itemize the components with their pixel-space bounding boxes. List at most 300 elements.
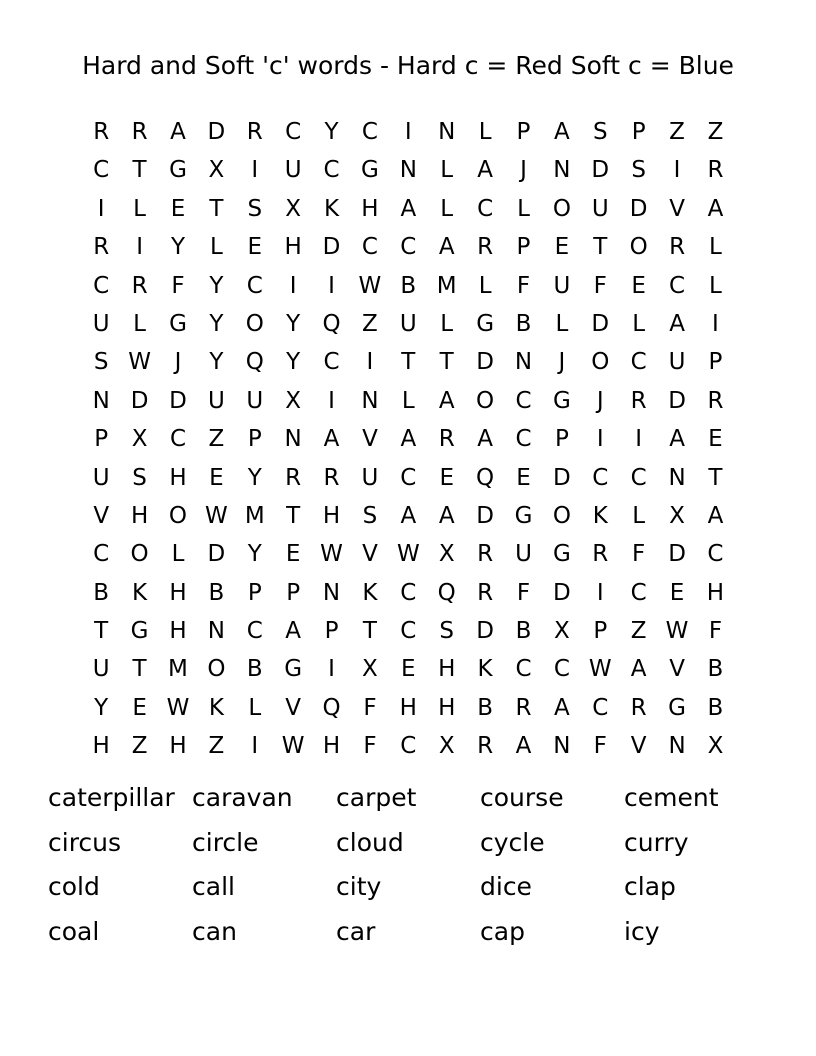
word-list-item: icy	[624, 916, 660, 946]
grid-letter: C	[93, 272, 110, 299]
grid-letter: C	[515, 656, 532, 683]
grid-letter: L	[478, 119, 492, 145]
grid-letter: I	[97, 195, 105, 222]
word-list-row	[48, 914, 768, 959]
grid-letter: E	[132, 694, 147, 721]
grid-letter: E	[669, 579, 685, 606]
grid-letter: F	[171, 272, 185, 299]
grid-letter: Y	[209, 272, 224, 299]
grid-letter: P	[593, 618, 608, 645]
grid-letter: X	[438, 733, 455, 760]
grid-letter: F	[516, 579, 531, 606]
grid-letter: Y	[170, 234, 185, 261]
grid-letter: R	[131, 119, 148, 145]
grid-letter: N	[668, 733, 686, 760]
word-list-item: circus	[48, 827, 122, 857]
grid-letter: T	[401, 349, 416, 376]
grid-letter: A	[438, 502, 455, 529]
grid-letter: H	[169, 733, 187, 760]
grid-letter: A	[554, 119, 570, 145]
grid-letter: I	[251, 157, 259, 184]
grid-letter: B	[515, 310, 532, 337]
grid-letter: B	[515, 618, 532, 645]
grid-letter: S	[592, 119, 608, 145]
grid-row	[82, 727, 736, 765]
grid-letter: A	[400, 426, 417, 453]
grid-letter: X	[707, 733, 724, 760]
grid-letter: F	[708, 618, 723, 645]
grid-letter: G	[284, 656, 303, 683]
grid-letter: N	[92, 387, 110, 414]
grid-letter: Z	[362, 310, 378, 337]
grid-letter: X	[362, 656, 378, 683]
grid-letter: C	[361, 119, 378, 145]
grid-letter: D	[553, 464, 571, 491]
word-list-item: caravan	[192, 783, 293, 812]
grid-letter: I	[328, 387, 335, 414]
grid-letter: L	[133, 195, 146, 222]
grid-letter: D	[169, 387, 187, 414]
grid-letter: H	[399, 694, 417, 721]
letter-grid	[82, 113, 736, 766]
word-list-item: clap	[624, 872, 676, 901]
grid-letter: A	[285, 618, 302, 645]
grid-letter: V	[669, 195, 685, 222]
grid-letter: W	[281, 733, 305, 760]
grid-letter: P	[708, 349, 723, 376]
grid-letter: E	[285, 541, 301, 568]
grid-letter: R	[131, 272, 148, 299]
grid-letter: Q	[322, 694, 341, 721]
grid-letter: L	[478, 272, 492, 299]
grid-letter: C	[669, 272, 686, 299]
grid-row	[82, 382, 736, 420]
grid-letter: J	[558, 349, 566, 376]
grid-letter: Y	[247, 541, 262, 568]
grid-letter: C	[400, 234, 417, 261]
grid-letter: E	[170, 195, 186, 222]
grid-letter: A	[170, 119, 186, 145]
word-list-item: circle	[192, 827, 259, 857]
grid-letter: A	[515, 733, 532, 760]
grid-row	[82, 190, 736, 228]
grid-letter: W	[204, 502, 228, 529]
grid-letter: R	[323, 464, 340, 491]
grid-letter: Q	[437, 579, 456, 606]
grid-letter: C	[553, 656, 570, 683]
grid-letter: F	[516, 272, 531, 299]
grid-letter: U	[92, 310, 110, 337]
grid-row	[82, 459, 736, 497]
grid-letter: C	[477, 195, 494, 222]
word-list-item: can	[192, 916, 237, 946]
grid-letter: H	[169, 464, 187, 491]
grid-letter: K	[477, 656, 493, 683]
grid-letter: L	[401, 387, 415, 414]
grid-letter: U	[92, 464, 110, 491]
grid-letter: X	[208, 157, 225, 184]
page-title: Hard and Soft 'c' words - Hard c = Red Soft c = Blue	[82, 51, 734, 80]
grid-letter: G	[169, 157, 187, 184]
grid-letter: I	[635, 426, 643, 453]
grid-letter: S	[439, 618, 455, 645]
grid-letter: S	[631, 157, 646, 184]
grid-letter: Z	[630, 618, 647, 645]
word-list-item: dice	[480, 872, 532, 901]
grid-letter: D	[476, 618, 494, 645]
word-list-item: cloud	[336, 827, 404, 857]
word-list-item: course	[480, 783, 564, 812]
grid-letter: T	[286, 502, 301, 529]
grid-letter: T	[132, 656, 147, 683]
grid-letter: F	[363, 694, 377, 721]
grid-letter: O	[207, 656, 226, 683]
grid-letter: L	[171, 541, 185, 568]
grid-letter: A	[400, 502, 417, 529]
grid-letter: L	[632, 310, 646, 337]
grid-letter: X	[438, 541, 455, 568]
grid-letter: N	[361, 387, 379, 414]
grid-letter: V	[285, 694, 302, 721]
grid-letter: N	[438, 119, 456, 145]
grid-letter: U	[284, 157, 302, 184]
grid-letter: A	[323, 426, 340, 453]
grid-letter: I	[366, 349, 374, 376]
grid-letter: A	[477, 426, 493, 453]
grid-letter: P	[631, 119, 646, 145]
word-list-item: call	[192, 872, 235, 901]
grid-letter: N	[553, 157, 571, 184]
grid-row	[82, 343, 736, 381]
grid-letter: D	[553, 579, 571, 606]
grid-letter: G	[476, 310, 495, 337]
grid-letter: U	[399, 310, 417, 337]
grid-letter: I	[596, 579, 604, 606]
grid-row	[82, 574, 736, 612]
grid-letter: L	[517, 195, 530, 222]
grid-letter: D	[668, 387, 686, 414]
grid-letter: K	[592, 502, 608, 529]
grid-letter: S	[132, 464, 147, 491]
grid-letter: C	[707, 541, 724, 568]
grid-letter: N	[668, 464, 686, 491]
grid-letter: X	[131, 426, 148, 453]
grid-letter: G	[130, 618, 149, 645]
grid-letter: F	[363, 733, 377, 760]
grid-letter: F	[593, 272, 607, 299]
grid-letter: X	[285, 195, 302, 222]
grid-letter: W	[665, 618, 689, 645]
grid-letter: Z	[707, 119, 724, 145]
grid-letter: Y	[94, 694, 109, 721]
grid-letter: E	[516, 464, 531, 491]
grid-letter: G	[169, 310, 187, 337]
grid-letter: W	[358, 272, 382, 299]
grid-letter: O	[245, 310, 264, 337]
grid-letter: Y	[247, 464, 262, 491]
word-list-item: carpet	[336, 783, 417, 812]
grid-letter: C	[361, 234, 378, 261]
grid-letter: L	[440, 195, 454, 222]
grid-letter: I	[251, 733, 259, 760]
grid-letter: N	[284, 426, 302, 453]
grid-letter: P	[247, 426, 262, 453]
grid-letter: X	[669, 502, 685, 529]
grid-letter: C	[630, 579, 647, 606]
grid-row	[82, 228, 736, 266]
word-list-row	[48, 869, 768, 914]
grid-row	[82, 535, 736, 573]
grid-letter: R	[477, 733, 494, 760]
grid-letter: C	[400, 733, 417, 760]
grid-letter: A	[669, 426, 685, 453]
grid-letter: W	[396, 541, 420, 568]
grid-letter: H	[438, 656, 456, 683]
grid-letter: G	[552, 541, 571, 568]
grid-row	[82, 689, 736, 727]
grid-letter: E	[401, 656, 416, 683]
grid-letter: O	[552, 502, 571, 529]
grid-letter: T	[593, 234, 608, 261]
grid-letter: P	[516, 119, 531, 145]
grid-letter: G	[668, 694, 686, 721]
grid-letter: R	[515, 694, 532, 721]
grid-letter: V	[93, 502, 110, 529]
grid-row	[82, 305, 736, 343]
grid-letter: L	[209, 234, 223, 261]
grid-letter: W	[166, 694, 190, 721]
grid-letter: N	[322, 579, 341, 606]
grid-letter: K	[362, 579, 378, 606]
grid-letter: J	[520, 157, 527, 184]
grid-letter: L	[133, 310, 146, 337]
grid-letter: M	[168, 656, 188, 683]
grid-letter: R	[477, 234, 494, 261]
grid-letter: I	[328, 656, 335, 683]
grid-letter: C	[630, 349, 647, 376]
grid-letter: W	[128, 349, 151, 376]
grid-letter: N	[514, 349, 533, 376]
grid-letter: H	[169, 579, 187, 606]
grid-letter: Z	[131, 733, 148, 760]
grid-letter: A	[669, 310, 685, 337]
grid-letter: I	[404, 119, 412, 145]
grid-letter: Z	[208, 733, 225, 760]
grid-letter: C	[515, 387, 532, 414]
grid-letter: D	[207, 119, 226, 145]
grid-letter: L	[555, 310, 569, 337]
grid-letter: D	[130, 387, 149, 414]
grid-letter: R	[477, 541, 494, 568]
grid-letter: V	[362, 426, 378, 453]
grid-letter: Q	[322, 310, 341, 337]
grid-letter: Z	[669, 119, 685, 145]
grid-row	[82, 420, 736, 458]
grid-letter: L	[248, 694, 262, 721]
grid-letter: R	[93, 119, 110, 145]
grid-letter: E	[554, 234, 570, 261]
grid-letter: R	[438, 426, 455, 453]
grid-row	[82, 113, 736, 151]
grid-row	[82, 612, 736, 650]
grid-letter: T	[94, 618, 109, 645]
grid-letter: Q	[245, 349, 264, 376]
grid-letter: R	[285, 464, 302, 491]
grid-letter: Y	[209, 310, 224, 337]
word-list-item: caterpillar	[48, 783, 175, 812]
word-list-item: cold	[48, 872, 100, 901]
grid-letter: B	[93, 579, 110, 606]
grid-letter: U	[515, 541, 532, 568]
grid-letter: I	[712, 310, 719, 337]
grid-letter: U	[92, 656, 110, 683]
grid-letter: E	[631, 272, 646, 299]
grid-letter: S	[93, 349, 109, 376]
grid-letter: Y	[286, 310, 301, 337]
grid-letter: L	[440, 157, 454, 184]
grid-letter: G	[552, 387, 571, 414]
grid-letter: U	[246, 387, 264, 414]
grid-letter: C	[246, 272, 263, 299]
grid-letter: L	[632, 502, 646, 529]
grid-letter: D	[207, 541, 226, 568]
grid-letter: N	[207, 618, 225, 645]
grid-letter: P	[324, 618, 339, 645]
grid-letter: R	[630, 387, 647, 414]
grid-letter: V	[669, 656, 685, 683]
grid-letter: R	[707, 387, 724, 414]
grid-letter: A	[630, 656, 647, 683]
grid-letter: Y	[324, 119, 339, 145]
grid-letter: D	[591, 310, 610, 337]
grid-letter: C	[323, 349, 340, 376]
grid-letter: R	[246, 119, 263, 145]
word-list-row	[48, 780, 768, 825]
grid-letter: T	[209, 195, 224, 222]
grid-letter: R	[707, 157, 724, 184]
word-list-item: city	[336, 872, 382, 901]
grid-letter: I	[673, 157, 681, 184]
grid-letter: B	[208, 579, 225, 606]
grid-letter: O	[476, 387, 495, 414]
grid-letter: S	[362, 502, 378, 529]
grid-letter: M	[436, 272, 457, 299]
grid-letter: K	[323, 195, 340, 222]
word-list-item: cement	[624, 783, 719, 812]
grid-letter: B	[246, 656, 263, 683]
grid-letter: T	[708, 464, 723, 491]
word-list-item: curry	[624, 827, 689, 857]
grid-letter: B	[400, 272, 417, 299]
grid-letter: I	[136, 234, 143, 261]
grid-letter: R	[93, 234, 110, 261]
grid-letter: X	[285, 387, 302, 414]
grid-letter: O	[591, 349, 610, 376]
grid-letter: R	[630, 694, 647, 721]
grid-letter: C	[323, 157, 340, 184]
grid-letter: A	[400, 195, 417, 222]
grid-letter: P	[516, 234, 531, 261]
word-list-item: cycle	[480, 827, 545, 857]
grid-letter: O	[168, 502, 188, 529]
grid-letter: S	[247, 195, 263, 222]
grid-letter: C	[592, 694, 609, 721]
grid-letter: E	[708, 426, 723, 453]
grid-letter: B	[477, 694, 493, 721]
grid-letter: K	[132, 579, 148, 606]
grid-letter: L	[440, 310, 454, 337]
grid-letter: C	[246, 618, 263, 645]
word-list-item: cap	[480, 916, 525, 946]
grid-letter: H	[322, 502, 341, 529]
grid-letter: U	[207, 387, 225, 414]
grid-letter: G	[514, 502, 533, 529]
grid-letter: B	[707, 656, 724, 683]
grid-letter: R	[477, 579, 494, 606]
grid-letter: F	[593, 733, 607, 760]
grid-letter: H	[169, 618, 187, 645]
grid-letter: N	[553, 733, 571, 760]
grid-letter: P	[247, 579, 262, 606]
grid-letter: C	[630, 464, 647, 491]
grid-letter: H	[438, 694, 456, 721]
grid-letter: A	[438, 387, 455, 414]
grid-letter: X	[554, 618, 570, 645]
grid-letter: E	[439, 464, 454, 491]
grid-letter: A	[707, 195, 724, 222]
grid-row	[82, 151, 736, 189]
grid-letter: C	[93, 541, 110, 568]
grid-letter: A	[438, 234, 455, 261]
grid-letter: C	[169, 426, 186, 453]
grid-letter: Q	[476, 464, 495, 491]
grid-letter: W	[588, 656, 612, 683]
grid-letter: C	[400, 579, 417, 606]
grid-letter: U	[361, 464, 379, 491]
grid-letter: O	[629, 234, 648, 261]
word-list-item: car	[336, 916, 376, 946]
grid-letter: N	[399, 157, 417, 184]
grid-letter: E	[247, 234, 263, 261]
grid-letter: U	[668, 349, 686, 376]
grid-letter: H	[322, 733, 341, 760]
grid-letter: D	[591, 157, 610, 184]
grid-letter: D	[668, 541, 686, 568]
grid-letter: C	[400, 618, 417, 645]
word-list-item: coal	[48, 916, 100, 946]
grid-row	[82, 267, 736, 305]
grid-letter: P	[94, 426, 109, 453]
grid-letter: Y	[209, 349, 224, 376]
grid-letter: A	[477, 157, 493, 184]
grid-letter: D	[629, 195, 648, 222]
word-list	[48, 780, 768, 958]
grid-letter: T	[439, 349, 454, 376]
grid-letter: J	[174, 349, 182, 376]
grid-letter: D	[476, 502, 494, 529]
grid-letter: R	[669, 234, 686, 261]
word-list-row	[48, 825, 768, 870]
grid-letter: I	[289, 272, 297, 299]
grid-letter: C	[592, 464, 609, 491]
grid-letter: V	[630, 733, 647, 760]
grid-letter: I	[596, 426, 604, 453]
grid-letter: T	[362, 618, 377, 645]
grid-letter: O	[130, 541, 149, 568]
grid-letter: U	[553, 272, 571, 299]
grid-letter: A	[707, 502, 724, 529]
grid-letter: C	[515, 426, 532, 453]
